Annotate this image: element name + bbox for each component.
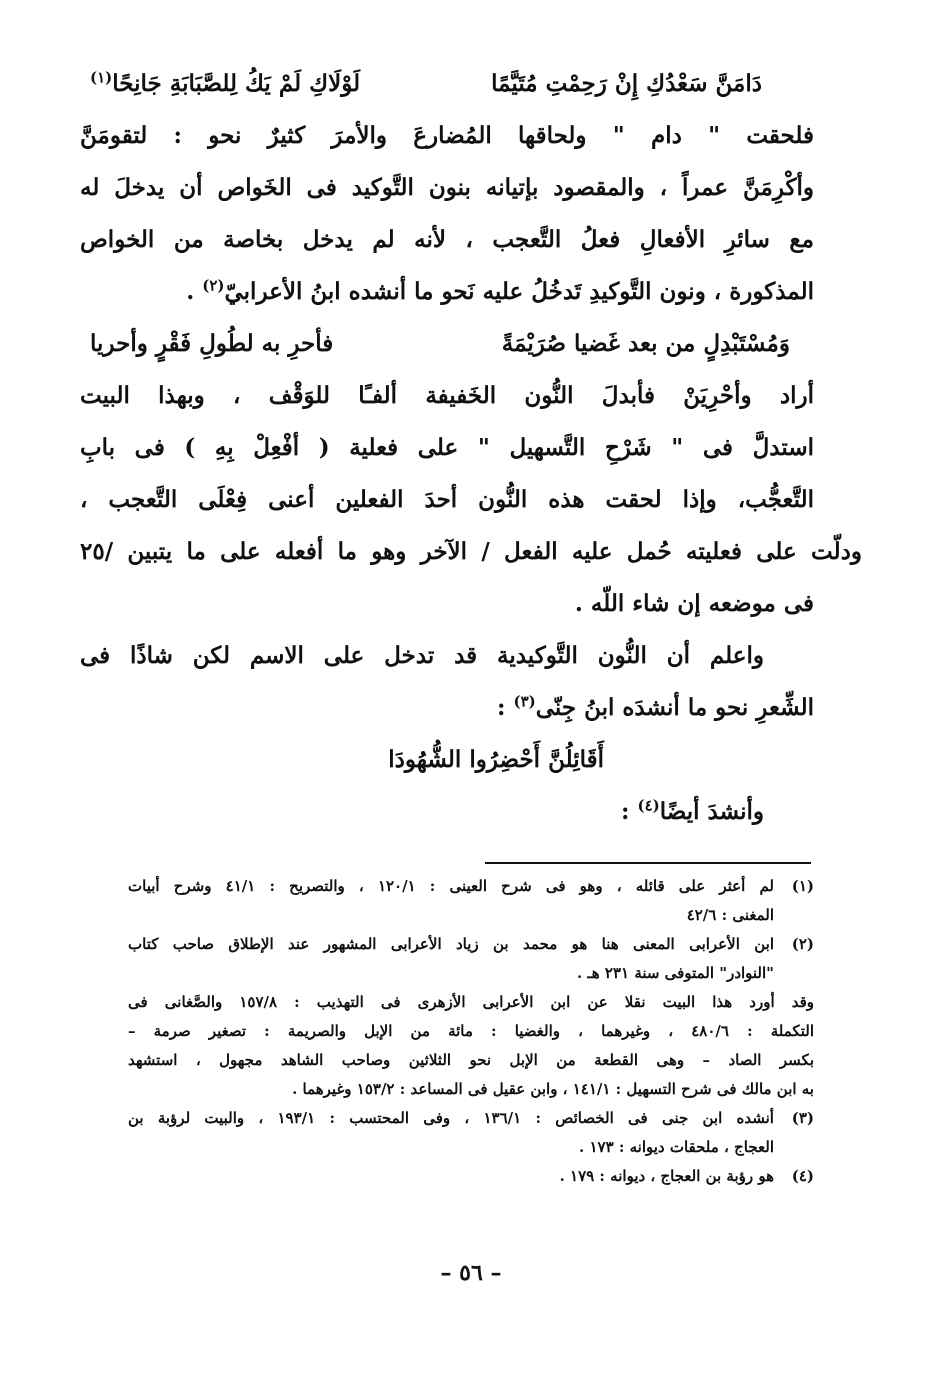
paragraph-1-line-3: مع سائرِ الأفعالِ فعلُ التَّعجب ، لأنه لم يدخل بخاصة من الخواص xyxy=(80,226,814,253)
paragraph-2-line-4: ودلّت على فعليته حُمل عليه الفعل / الآخر وهو ما أفعله على ما يتبين /٢٥ xyxy=(80,538,862,565)
paragraph-2-line-2: استدلَّ فى " شَرْحِ التَّسهيل " على فعلية ( أفْعِلْ بِهِ ) فى بابِ xyxy=(80,434,814,461)
main-text xyxy=(80,58,862,838)
footnote-1-number: (١) xyxy=(791,877,814,895)
page-number: – ٥٦ – xyxy=(440,1260,502,1286)
footnote-4-line-1: هو رؤبة بن العجاج ، ديوانه : ١٧٩ . xyxy=(559,1167,774,1185)
paragraph-2-line-1: أراد وأحْرِيَنْ فأبدلَ النُّون الخَفيفة ألفـًا للوَقْف ، وبهذا البيت xyxy=(80,382,814,409)
footnote-2-line-3: وقد أورد هذا البيت نقلا عن ابن الأعرابى الأزهرى فى التهذيب : ١٥٧/٨ والصَّغانى فى xyxy=(128,993,814,1011)
footnote-2-line-5: بكسر الصاد – وهى القطعة من الإبل نحو الثلاثين وصاحب الشاهد مجهول ، استشهد xyxy=(128,1051,814,1069)
footnote-ref-3[interactable]: (٣) xyxy=(513,692,536,711)
footnote-2-line-2: "النوادر" المتوفى سنة ٢٣١ هـ . xyxy=(576,964,774,982)
footnote-4-number: (٤) xyxy=(791,1167,814,1185)
footnote-3-number: (٣) xyxy=(791,1109,814,1127)
verse-2-first-hemistich: وَمُسْتَبْدِلٍ من بعد غَضيا صُرَيْمَةً xyxy=(501,330,790,357)
paragraph-1 xyxy=(80,110,814,318)
footnote-2 xyxy=(128,930,814,1104)
paragraph-4-line-1: وأنشدَ أيضًا$^{(٤)}$ : xyxy=(620,796,764,825)
paragraph-1-line-4: المذكورة ، ونون التَّوكيدِ تَدخُلُ عليه نَحو ما أنشده ابنُ الأعرابيّ$^{(٢)}$ . xyxy=(186,276,814,305)
footnote-3-line-2: العجاج ، ملحقات ديوانه : ١٧٣ . xyxy=(579,1138,774,1156)
footnote-ref-2[interactable]: (٢) xyxy=(202,276,225,295)
footnote-2-body xyxy=(128,930,814,1104)
footnotes xyxy=(128,872,814,1191)
footnote-4 xyxy=(128,1162,814,1191)
footnote-1 xyxy=(128,872,814,930)
footnote-3-body xyxy=(128,1104,774,1162)
footnote-2-line-1: ابن الأعرابى المعنى هنا هو محمد بن زياد الأعرابى المشهور عند الإطلاق صاحب كتاب xyxy=(128,935,774,953)
paragraph-2-line-5: فى موضعه إن شاء اللّه . xyxy=(574,590,814,617)
verse-1 xyxy=(80,58,814,110)
footnote-3 xyxy=(128,1104,814,1162)
verse-2-second-hemistich: فأحرِ به لطُولِ فَقْرٍ وأحريا xyxy=(90,330,334,357)
paragraph-1-line-2: وأكْرِمَنَّ عمراً ، والمقصود بإتيانه بنون التَّوكيد فى الخَواص أن يدخلَ له xyxy=(80,174,814,201)
paragraph-1-line-1: فلحقت " دام " ولحاقها المُضارعَ والأمرَ كثيرٌ نحو : لتقومَنَّ xyxy=(80,122,814,149)
paragraph-3-line-1: واعلم أن النُّون التَّوكيدية قد تدخل على الاسم لكن شاذًا فى xyxy=(80,642,764,669)
footnote-4-body xyxy=(128,1162,774,1191)
paragraph-3 xyxy=(80,630,814,734)
footnote-2-line-4: التكملة : ٤٨٠/٦ ، وغيرهما ، والغضيا : مائة من الإبل والصريمة : تصغير صرمة – xyxy=(128,1022,814,1040)
footnote-1-line-2: المغنى : ٤٢/٦ xyxy=(686,906,774,924)
paragraph-2 xyxy=(80,370,862,630)
verse-2 xyxy=(80,318,814,370)
footnote-3-line-1: أنشده ابن جنى فى الخصائص : ١٣٦/١ ، وفى المحتسب : ١٩٣/١ ، والبيت لرؤبة بن xyxy=(128,1109,774,1127)
footnote-1-line-1: لم أعثر على قائله ، وهو فى شرح العينى : ١٢٠/١ ، والتصريح : ٤١/١ وشرح أبيات xyxy=(128,877,774,895)
footnote-ref-1[interactable]: (١) xyxy=(90,68,113,87)
footnote-ref-4[interactable]: (٤) xyxy=(637,796,660,815)
footnote-separator xyxy=(485,862,811,864)
footnote-2-number: (٢) xyxy=(791,935,814,953)
footnote-2-line-6: به ابن مالك فى شرح التسهيل : ١٤١/١ ، وابن عقيل فى المساعد : ١٥٣/٢ وغيرهما . xyxy=(292,1080,814,1098)
paragraph-3-line-2: الشِّعرِ نحو ما أنشدَه ابنُ جِنّى$^{(٣)}$ : xyxy=(496,692,814,721)
verse-1-second-hemistich: لَوْلَاكِ لَمْ يَكُ لِلصَّبَابَةِ جَانِحًا$^{(١)}$ xyxy=(90,68,361,97)
verse-1-first-hemistich: دَامَنَّ سَعْدُكِ إِنْ رَحِمْتِ مُتَيَّمًا xyxy=(491,70,762,97)
paragraph-2-line-3: التَّعجُّب، وإذا لحقت هذه النُّون أحدَ الفعلين أعنى فِعْلَى التَّعجب ، xyxy=(80,486,814,513)
verse-3-hemistich: أَقَائِلُنَّ أَحْضِرُوا الشُّهُودَا xyxy=(388,746,604,773)
footnote-1-body xyxy=(128,872,774,930)
